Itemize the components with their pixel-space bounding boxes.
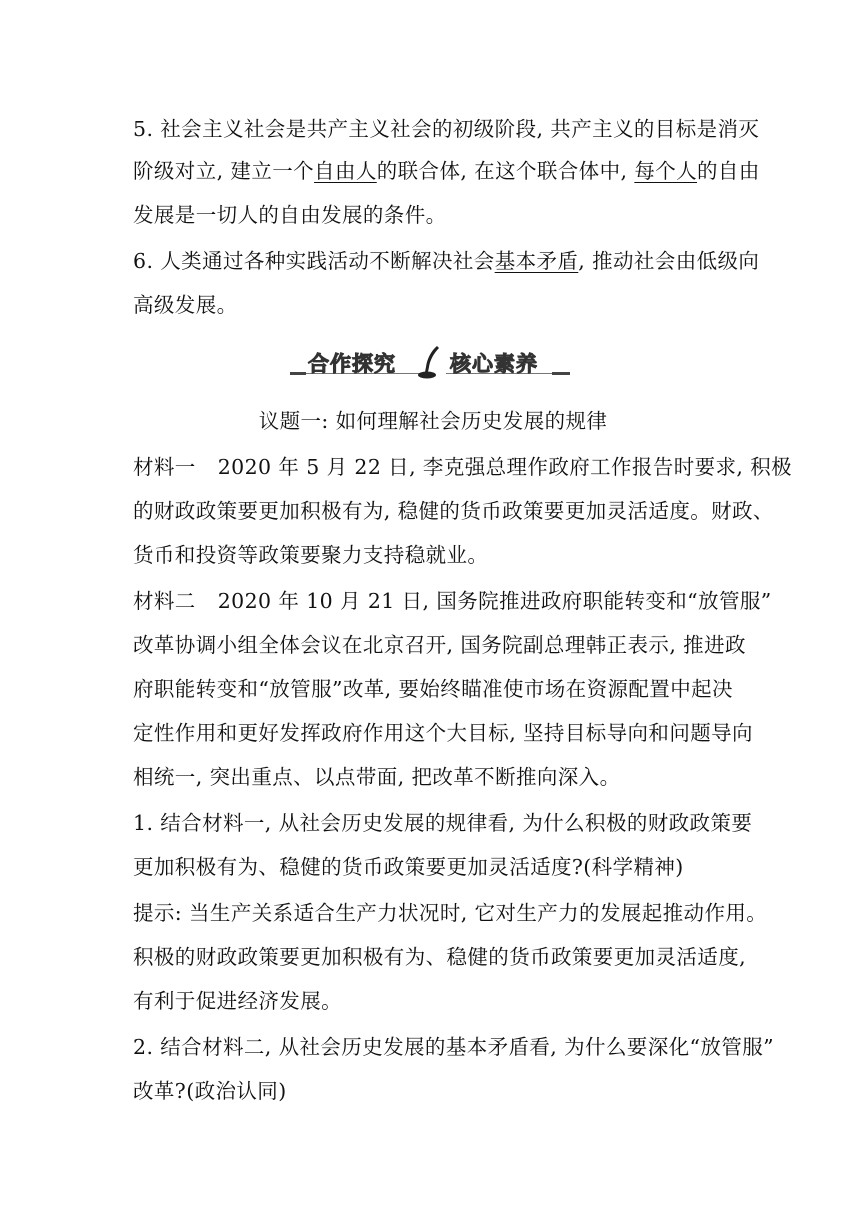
item5-text: 的自由 <box>697 159 760 183</box>
material2-line4: 定性作用和更好发挥政府作用这个大目标, 坚持目标导向和问题导向 <box>133 721 753 745</box>
quill-pen-icon <box>417 345 447 379</box>
banner-left-text: 合作探究 <box>308 352 396 376</box>
question1-line1: 1. 结合材料一, 从社会历史发展的规律看, 为什么积极的财政政策要 <box>133 811 753 835</box>
hint1-line1: 提示: 当生产关系适合生产力状况时, 它对生产力的发展起推动作用。 <box>133 901 768 925</box>
item5-line3: 发展是一切人的自由发展的条件。 <box>133 203 447 227</box>
material1-line2: 的财政政策要更加积极有为, 稳健的货币政策要更加灵活适度。财政、 <box>133 499 774 523</box>
underlined-answer: 自由人 <box>314 159 377 183</box>
material1-line3: 货币和投资等政策要聚力支持稳就业。 <box>133 543 489 567</box>
question1-line2: 更加积极有为、稳健的货币政策要更加灵活适度?(科学精神) <box>133 855 684 879</box>
topic-title: 议题一: 如何理解社会历史发展的规律 <box>258 409 608 433</box>
material1-label: 材料一 <box>133 455 196 479</box>
item6-line1 <box>133 246 833 276</box>
banner-right-text: 核心素养 <box>450 352 538 376</box>
material2-label: 材料二 <box>133 589 196 613</box>
hint1-line2: 积极的财政政策要更加积极有为、稳健的货币政策要更加灵活适度, <box>133 945 747 969</box>
material2-line3: 府职能转变和“放管服”改革, 要始终瞄准使市场在资源配置中起决 <box>133 677 733 701</box>
item6-text: , 推动社会由低级向 <box>578 249 760 273</box>
question2-line1: 2. 结合材料二, 从社会历史发展的基本矛盾看, 为什么要深化“放管服” <box>133 1035 774 1059</box>
material2-line1 <box>133 586 833 616</box>
material2-line2: 改革协调小组全体会议在北京召开, 国务院副总理韩正表示, 推进政 <box>133 633 746 657</box>
item6-line2: 高级发展。 <box>133 293 238 317</box>
section-banner <box>290 343 570 383</box>
banner-rule <box>290 372 306 375</box>
question2-line2: 改革?(政治认同) <box>133 1079 287 1103</box>
material1-text: 2020 年 5 月 22 日, 李克强总理作政府工作报告时要求, 积极 <box>217 455 793 479</box>
underlined-answer: 基本矛盾 <box>494 249 579 273</box>
material1-line1 <box>133 452 833 482</box>
item5-text: 阶级对立, 建立一个 <box>133 159 315 183</box>
item5-line2 <box>133 156 833 186</box>
item5-text: 的联合体, 在这个联合体中, <box>376 159 635 183</box>
material2-line5: 相统一, 突出重点、以点带面, 把改革不断推向深入。 <box>133 765 621 789</box>
item6-text: 6. 人类通过各种实践活动不断解决社会 <box>133 249 495 273</box>
underlined-answer: 每个人 <box>634 159 698 183</box>
hint1-line3: 有利于促进经济发展。 <box>133 989 342 1013</box>
material2-text: 2020 年 10 月 21 日, 国务院推进政府职能转变和“放管服” <box>217 589 772 613</box>
item5-line1: 5. 社会主义社会是共产主义社会的初级阶段, 共产主义的目标是消灭 <box>133 117 760 141</box>
banner-rule <box>552 372 570 375</box>
